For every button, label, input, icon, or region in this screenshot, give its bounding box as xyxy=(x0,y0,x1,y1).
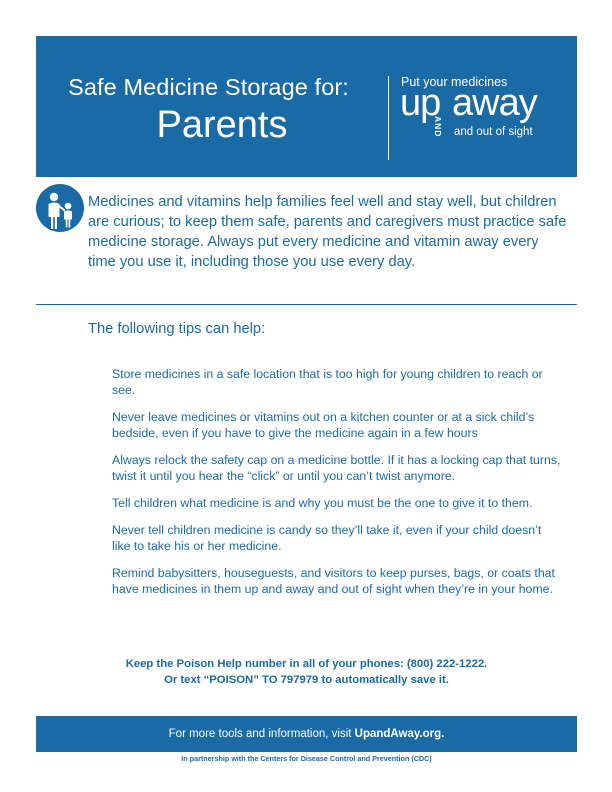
tip-item: Tell children what medicine is and why you must be the one to give it to them. xyxy=(112,496,533,510)
tip-item: Remind babysitters, houseguests, and visitors to keep purses, bags, or coats that have medicines in them up and away and out of sight when they’re in your home. xyxy=(112,566,555,596)
logo-and: AND xyxy=(433,116,443,138)
footer-bar xyxy=(36,716,577,752)
header-divider xyxy=(388,76,389,160)
footer-text: For more tools and information, visit xyxy=(168,728,355,740)
tip-item: Always relock the safety cap on a medicine bottle. If it has a locking cap that turns, twist it until you hear the “click” or until you can’t twist anymore. xyxy=(112,453,561,483)
logo-away: away xyxy=(452,82,537,124)
section-divider xyxy=(36,304,577,305)
partnership-note: In partnership with the Centers for Disease Control and Prevention (CDC) xyxy=(181,754,432,763)
up-and-away-logo xyxy=(400,74,570,174)
logo-out-of-sight: and out of sight xyxy=(454,126,533,138)
footer-link-text: UpandAway.org xyxy=(354,728,442,740)
tip-item: Never tell children medicine is candy so they’ll take it, even if your child doesn’t like to take his or her medicine. xyxy=(112,523,542,553)
poison-help-notice xyxy=(36,656,577,688)
intro-paragraph: Medicines and vitamins help families feel well and stay well, but children are curious; to keep them safe, parents and caregivers must practice safe medicine storage. Always put every medicine and vitamin away every time you use it, including those you use every day. xyxy=(88,194,567,270)
tip-item: Store medicines in a safe location that is too high for young children to reach or see. xyxy=(112,367,543,397)
footer-link[interactable] xyxy=(355,728,445,740)
tips-heading: The following tips can help: xyxy=(88,321,266,337)
header-title: Safe Medicine Storage for: xyxy=(68,74,349,100)
header-banner xyxy=(36,36,577,177)
header-subtitle: Parents xyxy=(156,104,288,146)
poison-help-line-1: Keep the Poison Help number in all of your phones: (800) 222-1222. xyxy=(125,658,488,670)
family-icon xyxy=(36,184,84,232)
poison-help-line-2: Or text “POISON” TO 797979 to automatically save it. xyxy=(164,674,449,686)
logo-up: up xyxy=(400,82,441,124)
footer-link-period: . xyxy=(441,728,445,740)
tips-list xyxy=(112,366,562,608)
tip-item: Never leave medicines or vitamins out on a kitchen counter or at a sick child’s bedside, even if you have to give the medicine again in a few hours xyxy=(112,410,535,440)
logo-tagline: Put your medicines xyxy=(401,75,508,89)
